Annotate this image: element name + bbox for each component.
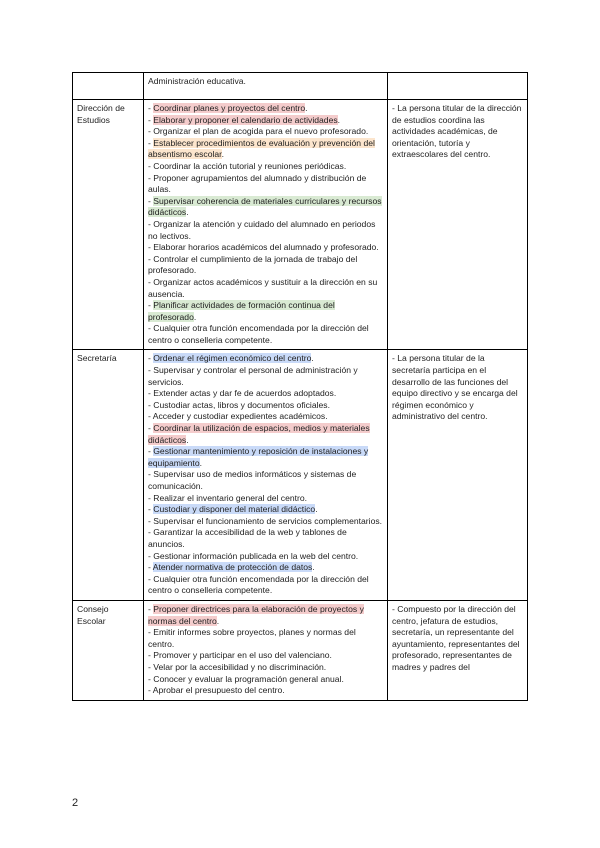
function-item bbox=[148, 242, 383, 254]
item-bullet: - bbox=[148, 492, 154, 503]
highlighted-text: Coordinar la utilización de espacios, medios y materiales didácticos bbox=[148, 423, 370, 445]
highlighted-text: Proponer directrices para la elaboración de proyectos y normas del centro bbox=[148, 603, 364, 626]
table-row bbox=[73, 100, 528, 350]
item-bullet: - bbox=[148, 573, 154, 584]
table-row-top bbox=[73, 73, 528, 100]
item-punctuation: . bbox=[186, 434, 189, 445]
item-bullet: - bbox=[148, 661, 154, 672]
item-bullet: - bbox=[148, 627, 154, 638]
table-body bbox=[73, 73, 528, 701]
function-item bbox=[148, 277, 383, 300]
cell-functions bbox=[144, 600, 388, 700]
function-item bbox=[148, 551, 383, 563]
item-text: Conocer y evaluar la programación general anual. bbox=[153, 673, 344, 684]
item-punctuation: . bbox=[315, 504, 318, 515]
item-bullet: - bbox=[148, 218, 154, 229]
function-item bbox=[148, 446, 383, 469]
item-text: Organizar actos académicos y sustituir a la dirección en su ausencia. bbox=[148, 276, 378, 299]
item-punctuation: . bbox=[221, 149, 224, 160]
item-bullet: - bbox=[148, 650, 154, 661]
item-text: Controlar el cumplimiento de la jornada de trabajo del profesorado. bbox=[148, 253, 358, 276]
item-text: Custodiar actas, libros y documentos oficiales. bbox=[153, 399, 330, 410]
function-item bbox=[148, 300, 383, 323]
item-bullet: - bbox=[148, 411, 153, 422]
function-item bbox=[148, 562, 383, 574]
item-text: Cualquier otra función encomendada por la dirección del centro o conselleria competente. bbox=[148, 323, 369, 345]
item-text: Extender actas y dar fe de acuerdos adoptados. bbox=[153, 388, 337, 399]
function-item bbox=[148, 504, 383, 516]
item-text: Supervisar uso de medios informáticos y sistemas de comunicación. bbox=[148, 469, 357, 491]
function-item bbox=[148, 103, 383, 115]
item-bullet: - bbox=[148, 195, 154, 206]
function-item bbox=[148, 323, 383, 346]
highlighted-text: Supervisar coherencia de materiales curriculares y recursos didácticos bbox=[148, 195, 382, 218]
item-text: Proponer agrupamientos del alumnado y distribución de aulas. bbox=[148, 172, 367, 195]
item-text: Cualquier otra función encomendada por la dirección del centro o conselleria competente. bbox=[148, 573, 369, 596]
item-bullet: - bbox=[148, 137, 154, 148]
item-bullet: - bbox=[148, 300, 154, 311]
highlighted-text: Ordenar el régimen económico del centro bbox=[153, 353, 312, 364]
item-punctuation: . bbox=[216, 615, 220, 626]
function-item bbox=[148, 493, 383, 505]
highlighted-text: Establecer procedimientos de evaluación y prevención del absentismo escolar bbox=[148, 137, 375, 160]
item-text: Aprobar el presupuesto del centro. bbox=[152, 685, 285, 696]
item-text: Elaborar horarios académicos del alumnado y profesorado. bbox=[153, 242, 379, 253]
item-bullet: - bbox=[148, 603, 154, 614]
item-bullet: - bbox=[148, 276, 154, 287]
roles-table bbox=[72, 72, 528, 701]
cell-functions bbox=[144, 100, 388, 350]
function-item bbox=[148, 527, 383, 550]
item-bullet: - bbox=[148, 160, 154, 171]
item-bullet: - bbox=[148, 172, 154, 183]
highlighted-text: Gestionar mantenimiento y reposición de instalaciones y equipamiento bbox=[148, 446, 369, 468]
table-row bbox=[73, 600, 528, 700]
function-item bbox=[148, 173, 383, 196]
function-item bbox=[148, 126, 383, 138]
function-item bbox=[148, 400, 383, 412]
item-text: Coordinar la acción tutorial y reuniones periódicas. bbox=[153, 160, 347, 171]
function-item bbox=[148, 516, 383, 528]
item-bullet: - bbox=[148, 527, 154, 538]
cell-functions: Administración educativa. bbox=[144, 73, 388, 100]
function-item bbox=[148, 161, 383, 173]
table-row bbox=[73, 350, 528, 600]
item-text: Organizar la atención y cuidado del alumnado en periodos no lectivos. bbox=[148, 218, 376, 241]
item-bullet: - bbox=[148, 685, 153, 696]
item-bullet: - bbox=[148, 469, 154, 480]
function-item bbox=[148, 388, 383, 400]
item-bullet: - bbox=[148, 446, 154, 457]
item-bullet: - bbox=[148, 114, 154, 125]
cell-functions bbox=[144, 350, 388, 600]
cell-role bbox=[73, 73, 144, 100]
item-bullet: - bbox=[148, 323, 154, 334]
highlighted-text: Planificar actividades de formación continua del profesorado bbox=[148, 300, 335, 322]
item-text: Gestionar información publicada en la web del centro. bbox=[153, 550, 359, 561]
item-punctuation: . bbox=[337, 114, 341, 125]
item-text: Organizar el plan de acogida para el nuevo profesorado. bbox=[153, 126, 369, 137]
highlighted-text: Coordinar planes y proyectos del centro bbox=[153, 103, 306, 113]
item-punctuation: . bbox=[199, 457, 202, 468]
function-item bbox=[148, 411, 383, 423]
function-item bbox=[148, 115, 383, 127]
cell-composition: - La persona titular de la secretaría participa en el desarrollo de las funciones del equipo directivo y se encarga del régimen económico y administrativo del centro. bbox=[388, 350, 528, 600]
item-bullet: - bbox=[148, 242, 154, 253]
item-text: Acceder y custodiar expedientes académicos. bbox=[152, 411, 328, 422]
function-item bbox=[148, 604, 383, 627]
item-bullet: - bbox=[148, 365, 154, 376]
item-bullet: - bbox=[148, 562, 153, 573]
function-item bbox=[148, 219, 383, 242]
item-bullet: - bbox=[148, 353, 154, 364]
item-bullet: - bbox=[148, 550, 154, 561]
item-punctuation: . bbox=[312, 562, 315, 573]
function-item bbox=[148, 469, 383, 492]
item-text: Velar por la accesibilidad y no discriminación. bbox=[153, 661, 327, 672]
item-punctuation: . bbox=[311, 353, 314, 364]
item-bullet: - bbox=[148, 126, 154, 137]
item-text: Supervisar el funcionamiento de servicios complementarios. bbox=[153, 515, 383, 526]
item-punctuation: . bbox=[305, 103, 308, 113]
function-item bbox=[148, 662, 383, 674]
highlighted-text: Elaborar y proponer el calendario de actividades bbox=[153, 114, 338, 125]
cell-composition bbox=[388, 73, 528, 100]
item-bullet: - bbox=[148, 423, 154, 434]
cell-role: Dirección de Estudios bbox=[73, 100, 144, 350]
item-text: Supervisar y controlar el personal de administración y servicios. bbox=[148, 365, 358, 387]
page-number: 2 bbox=[72, 797, 79, 809]
function-item bbox=[148, 196, 383, 219]
highlighted-text: Atender normativa de protección de datos bbox=[152, 562, 313, 573]
item-text: Realizar el inventario general del centro. bbox=[153, 492, 308, 503]
item-text: Garantizar la accesibilidad de la web y tablones de anuncios. bbox=[148, 527, 347, 549]
item-bullet: - bbox=[148, 253, 154, 264]
highlighted-text: Custodiar y disponer del material didáctico bbox=[153, 504, 316, 515]
cell-composition: - Compuesto por la dirección del centro, jefatura de estudios, secretaría, un representante del ayuntamiento, representantes del profesorado, representantes de madres y padres del bbox=[388, 600, 528, 700]
cell-role: Secretaría bbox=[73, 350, 144, 600]
item-text: Promover y participar en el uso del valenciano. bbox=[153, 650, 332, 661]
function-item bbox=[148, 650, 383, 662]
item-bullet: - bbox=[148, 515, 154, 526]
function-item bbox=[148, 353, 383, 365]
item-bullet: - bbox=[148, 504, 154, 515]
item-bullet: - bbox=[148, 103, 154, 113]
item-bullet: - bbox=[148, 673, 154, 684]
item-bullet: - bbox=[148, 388, 154, 399]
function-item bbox=[148, 685, 383, 697]
item-punctuation: . bbox=[193, 311, 197, 322]
function-item bbox=[148, 365, 383, 388]
function-item bbox=[148, 138, 383, 161]
item-text: Emitir informes sobre proyectos, planes y normas del centro. bbox=[148, 627, 356, 649]
cell-composition: - La persona titular de la dirección de estudios coordina las actividades académicas, de orientación, tutoría y extraescolares del centro. bbox=[388, 100, 528, 350]
item-punctuation: . bbox=[186, 207, 189, 218]
function-item bbox=[148, 674, 383, 686]
function-item bbox=[148, 423, 383, 446]
function-item bbox=[148, 574, 383, 597]
function-item bbox=[148, 627, 383, 650]
function-item bbox=[148, 254, 383, 277]
item-bullet: - bbox=[148, 399, 154, 410]
cell-role: Consejo Escolar bbox=[73, 600, 144, 700]
